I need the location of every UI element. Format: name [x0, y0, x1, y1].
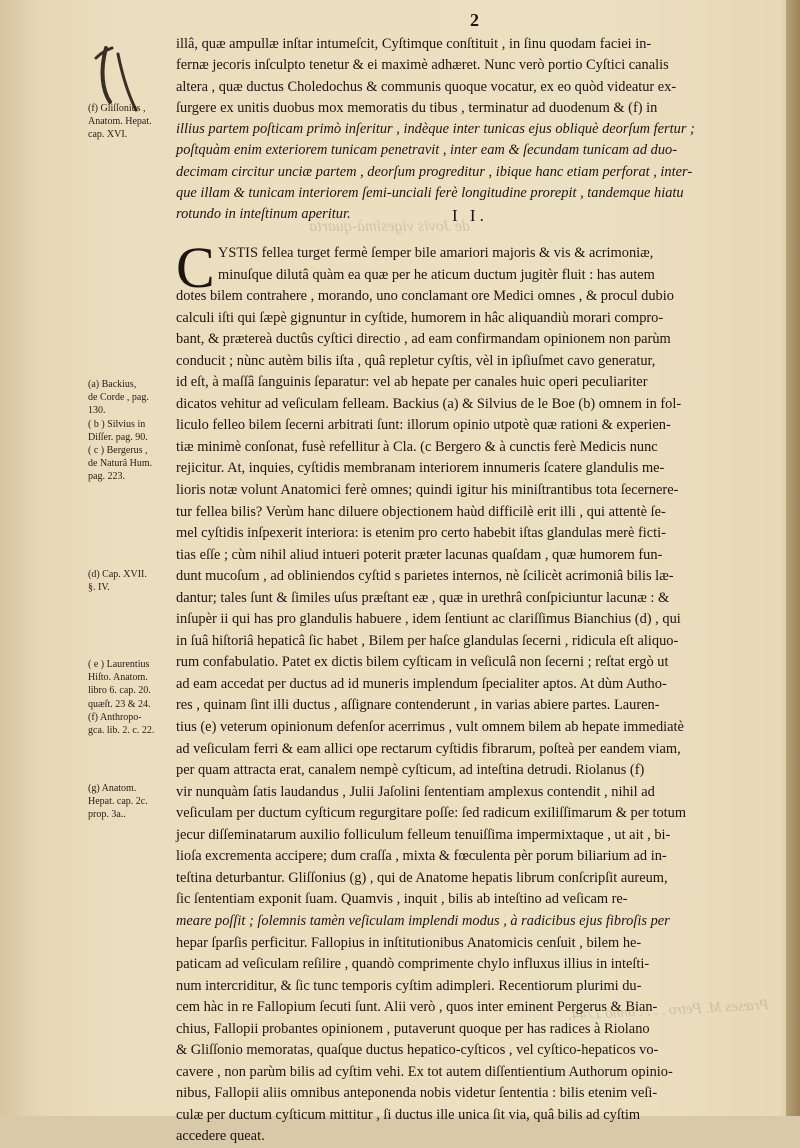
text-line: dicatos vehitur ad veſiculam felleam. Backius (a) & Silvius de le Boe (b) omnem in fol- — [176, 395, 682, 412]
text-line: decimam circitur unciæ partem , deorſum progreditur , ibique hanc etiam perforat , inter- — [176, 163, 693, 180]
text-line: jecur diſſeminatarum auxilio folliculum felleum tenuiſſima impermixtaque , ut ait , bi- — [176, 826, 671, 843]
text-line: ſic ſententiam exponit ſuam. Quamvis , inquit , bilis ab inteſtino ad veſicam re- — [176, 891, 628, 908]
margin-note-e-f — [88, 658, 174, 737]
text-line: cem hàc in re Fallopium ſecuti ſunt. Alii verò , quos inter eminent Pergerus & Bian- — [176, 999, 658, 1016]
text-line: liculo felleo bilem ſecerni arbitrati ſunt: illorum opinio utpotè quæ rationi & experien- — [176, 417, 671, 434]
text-line: calculi iſti qui ſæpè gignuntur in cyſtide, humorem in hâc aliquandiù morari compro- — [176, 309, 664, 326]
note-line: (d) Cap. XVII. — [88, 569, 147, 580]
note-line: de Naturâ Hum. — [88, 458, 153, 470]
text-line: inſupèr ii qui has pro glandulis habuere , idem ſentiunt ac clariſſimus Bianchius (d) , qui — [176, 611, 681, 628]
bleed-through-text-bottom: Præses M. Petro . . . . anno 1744. — [567, 997, 770, 1024]
text-line: tiæ minimè conſonat, fusè refellitur à Cla. (c Bergero & à cunctis ferè Medicis nunc — [176, 438, 658, 455]
note-line: Anatom. Hepat. — [88, 116, 152, 128]
continued-paragraph — [176, 34, 772, 226]
margin-note-f — [88, 102, 174, 142]
text-line: rotundo in inteſtinum aperitur. — [176, 206, 351, 223]
note-line: pag. 223. — [88, 471, 125, 483]
text-line: fernæ jecoris inſculpto tenetur & ei maximè adhæret. Nunc verò portio Cyſtici canalis — [176, 57, 669, 74]
text-line: lioris notæ volunt Anatomici ferè omnes; quindi igitur his miniſtrantibus tota ſecernere- — [176, 482, 679, 499]
text-line: & Gliſſonio memoratas, quaſque ductus hepatico-cyſticos , vel cyſtico-hepaticos vo- — [176, 1042, 659, 1059]
note-line: (f) Gliſſonius , — [88, 103, 146, 114]
text-line: veſiculam per ductum cyſticum regurgitare poſſe: ſed radicum exiliſſimarum & per totum — [176, 805, 687, 822]
text-line: dunt mucoſum , ad obliniendos cyſtid s parietes internos, nè ſcilicèt acrimoniâ bilis læ- — [176, 568, 674, 585]
note-line: Hiſto. Anatom. — [88, 672, 148, 684]
note-line: prop. 3a.. — [88, 809, 126, 821]
note-line: ( c ) Bergerus , — [88, 445, 148, 457]
text-line: rejicitur. At, inquies, cyſtidis membranam interiorem innumeris ſcatere glandulis me- — [176, 460, 665, 477]
text-line: id eſt, à maſſâ ſanguinis ſeparatur: vel ab hepate per canales huic operi peculiariter — [176, 374, 648, 391]
text-line: dotes bilem contrahere , morando, uno conclamant ore Medici omnes , & procul dubio — [176, 288, 674, 305]
margin-note-d — [88, 568, 174, 594]
body-paragraph — [176, 235, 772, 1148]
note-line: (f) Anthropo- — [88, 711, 142, 723]
text-line: hepar ſparſis perficitur. Fallopius in inſtitutionibus Anatomicis cenſuit , bilem he- — [176, 934, 642, 951]
note-line: (a) Backius, — [88, 379, 137, 390]
section-heading: I I. — [452, 206, 488, 225]
text-line: tias eſſe ; cùm nihil aliud intueri poterit præter lacunas quaſdam , quæ humorem fun- — [176, 546, 663, 563]
text-line: num intercriditur, & ſic tunc temporis cyſtim adimpleri. Recentiorum plurimi du- — [176, 977, 642, 994]
bleed-through-text: dé Jovis vigesimà-quarta — [309, 218, 470, 235]
margin-note-a-b-c — [88, 378, 174, 484]
text-line: illâ, quæ ampullæ inſtar intumeſcit, Cyſtimque conſtituit , in ſinu quodam faciei in- — [176, 36, 652, 52]
text-line: in ſuâ hiſtoriâ hepaticâ ſic habet , Bilem per haſce glandulas ſecerni , ridicula eſt aliquo- — [176, 632, 679, 649]
text-line: vir nunquàm ſatis laudandus , Julii Jaſolini ſententiam amplexus contendit , nihil ad — [176, 783, 655, 800]
text-line: res , quinam ſint illi ductus , aſſignare contenderunt , in varias abiere partes. Lauren- — [176, 697, 660, 714]
text-line: ad veſiculam ferri & eam allici ope rectarum cyſtidis fibrarum, poſteà per eandem viam, — [176, 740, 681, 757]
text-line: chius, Fallopii probantes opinionem , putaverunt quoque per has radices à Riolano — [176, 1020, 650, 1037]
note-line: ( b ) Silvius in — [88, 418, 146, 430]
text-line: culæ per ductum cyſticum mittitur , ſi ductus ille unica ſit via, quâ bilis ad cyſtim — [176, 1106, 641, 1123]
text-line: que illam & tunicam interiorem ſemi-unciali ferè longitudine prorepit , tandemque hiatu — [176, 185, 684, 202]
note-line: libro 6. cap. 20. — [88, 685, 151, 697]
text-line: tur fellea bilis? Verùm hanc diluere objectionem haùd difficilè erit illi , qui attentè ſe- — [176, 503, 666, 520]
note-line: quæſt. 23 & 24. — [88, 698, 151, 710]
note-line: de Corde , pag. — [88, 392, 149, 404]
text-line: rum confabulatio. Patet ex dictis bilem cyſticam in veſiculâ non ſecerni ; reſtat ergò ut — [176, 654, 669, 671]
page-gutter — [786, 0, 800, 1116]
text-line: dantur; tales ſunt & ſimiles uſus præſtant eæ , quæ in urethrâ conſpiciuntur lacunæ : & — [176, 589, 670, 606]
text-line: poſtquàm enim exteriorem tunicam penetravit , inter eam & ſecundam tunicam ad duo- — [176, 142, 678, 159]
text-line: YSTIS fellea turget fermè ſemper bile amariori majoris & vis & acrimoniæ, — [218, 245, 654, 261]
text-line: ad eam accedat per ductus ad id muneris implendum ſpecialiter aptos. At dùm Autho- — [176, 675, 667, 692]
margin-note-g — [88, 782, 174, 822]
text-line: lioſa excrementa accipere; dum craſſa , mixta & fœculenta pèr porum biliarium ad in- — [176, 848, 667, 865]
text-line: paticam ad veſiculam reſilire , quandò comprimente chylo influxus illius in inteſti- — [176, 956, 650, 973]
note-line: §. IV. — [88, 582, 110, 594]
text-line: cavere , non parùm bilis ad cyſtim vehi. Ex tot autem diſſentientium Authorum opinio- — [176, 1063, 673, 1080]
text-line: accedere queat. — [176, 1128, 265, 1145]
note-line: (g) Anatom. — [88, 783, 137, 794]
text-line: ſurgere ex unitis duobus mox memoratis du tibus , terminatur ad duodenum & (f) in — [176, 99, 658, 116]
note-line: ( e ) Laurentius — [88, 659, 150, 670]
drop-cap: C — [176, 235, 215, 300]
text-line: illius partem poſticam primò inſeritur , indèque inter tunicas ejus obliquè deorſum fertur ; — [176, 121, 695, 138]
text-line: altera , quæ ductus Choledochus & communis quoque vocatur, ex eo quòd videatur ex- — [176, 78, 677, 95]
note-line: cap. XVI. — [88, 129, 128, 141]
text-line: teſtina deturbantur. Gliſſonius (g) , qui de Anatome hepatis librum conſcripſit aureum, — [176, 869, 668, 886]
text-line: per quam attracta erat, canalem nempè cyſticum, ad inteſtina detrudi. Riolanus (f) — [176, 762, 645, 779]
note-line: Diſſer. pag. 90. — [88, 431, 148, 443]
note-line: 130. — [88, 405, 106, 417]
note-line: Hepat. cap. 2c. — [88, 796, 148, 808]
text-line: bant, & prætereà ductûs cyſtici directio , ad eam confirmandam opinionem non parùm — [176, 331, 671, 348]
note-line: gca. lib. 2. c. 22. — [88, 725, 155, 737]
text-line: meare poſſit ; ſolemnis tamèn veſiculam implendi modus , à radicibus ejus fibroſis per — [176, 912, 670, 929]
text-line: conducit ; nùnc autèm bilis iſta , quâ repletur cyſtis, vèl in ipſiuſmet cavo generatur, — [176, 352, 656, 369]
text-line: nibus, Fallopii aliis omnibus anteponenda nobis videtur ſententia : bilis etenim veſi- — [176, 1085, 658, 1102]
text-line: minuſque dilutâ quàm ea quæ per he aticum ductum jugitèr fluit : has autem — [218, 266, 655, 283]
page-number: 2 — [470, 10, 479, 30]
text-line: tius (e) veterum opinionum defenſor acerrimus , vult omnem bilem ab hepate immediatè — [176, 719, 684, 736]
text-line: mel cyſtidis inſpexerit interiora: is etenim pro certo habebit iſtas glandulas merè ficti- — [176, 525, 666, 542]
